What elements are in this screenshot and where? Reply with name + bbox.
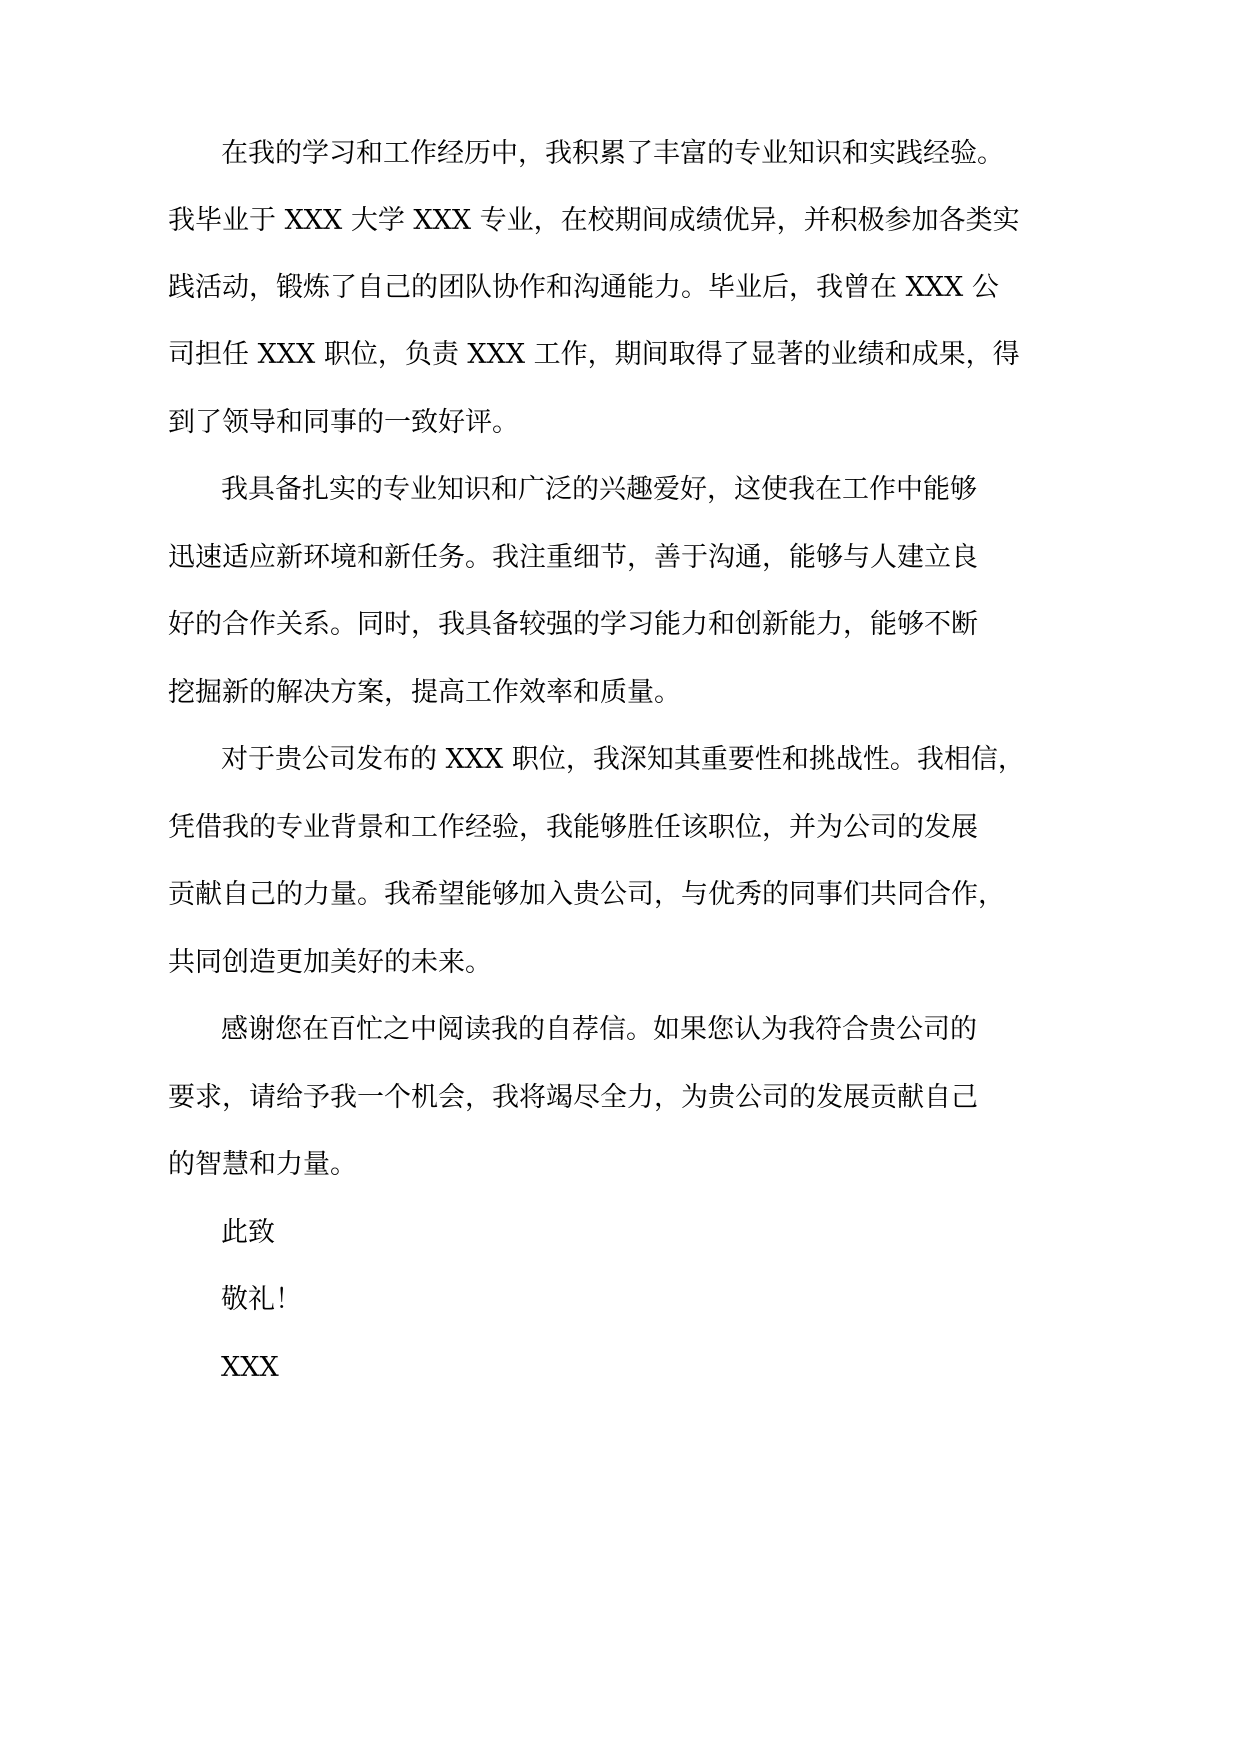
paragraph-1-line-4: 司担任 XXX 职位，负责 XXX 工作，期间取得了显著的业绩和成果，得 — [168, 339, 1020, 370]
signature-text: XXX — [221, 1352, 279, 1383]
paragraph-2-line-2: 迅速适应新环境和新任务。我注重细节，善于沟通，能够与人建立良 — [168, 542, 978, 573]
paragraph-4-line-3: 的智慧和力量。 — [168, 1149, 357, 1180]
paragraph-2-line-4: 挖掘新的解决方案，提高工作效率和质量。 — [168, 677, 681, 708]
paragraph-3-line-4: 共同创造更加美好的未来。 — [168, 947, 492, 978]
paragraph-1-line-5: 到了领导和同事的一致好评。 — [168, 407, 519, 438]
salutation-text: 敬礼！ — [221, 1284, 302, 1315]
paragraph-1-line-1: 在我的学习和工作经历中，我积累了丰富的专业知识和实践经验。 — [221, 138, 1004, 169]
closing-text: 此致 — [221, 1217, 275, 1248]
paragraph-3-line-3: 贡献自己的力量。我希望能够加入贵公司，与优秀的同事们共同合作， — [168, 879, 1005, 910]
paragraph-1-line-2: 我毕业于 XXX 大学 XXX 专业，在校期间成绩优异，并积极参加各类实 — [168, 205, 1020, 236]
paragraph-3-line-2: 凭借我的专业背景和工作经验，我能够胜任该职位，并为公司的发展 — [168, 812, 978, 843]
paragraph-4-line-1: 感谢您在百忙之中阅读我的自荐信。如果您认为我符合贵公司的 — [221, 1014, 977, 1045]
paragraph-1-line-3: 践活动，锻炼了自己的团队协作和沟通能力。毕业后，我曾在 XXX 公 — [168, 272, 999, 303]
paragraph-4-line-2: 要求，请给予我一个机会，我将竭尽全力，为贵公司的发展贡献自己 — [168, 1082, 978, 1113]
paragraph-2-line-1: 我具备扎实的专业知识和广泛的兴趣爱好，这使我在工作中能够 — [221, 474, 977, 505]
paragraph-2-line-3: 好的合作关系。同时，我具备较强的学习能力和创新能力，能够不断 — [168, 609, 978, 640]
paragraph-3-line-1: 对于贵公司发布的 XXX 职位，我深知其重要性和挑战性。我相信， — [221, 744, 1025, 775]
